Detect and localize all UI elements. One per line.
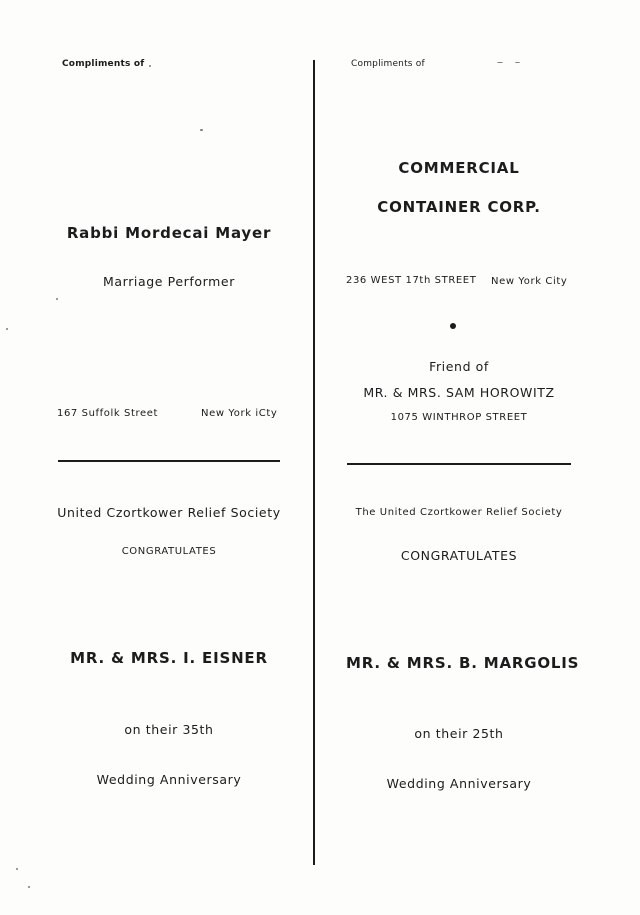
right-company-address: 236 WEST 17th STREET xyxy=(346,275,477,286)
paper-speck xyxy=(497,62,503,63)
left-couple-name: MR. & MRS. I. EISNER xyxy=(70,649,268,667)
right-anniversary-years: on their 25th xyxy=(414,726,504,741)
right-compliments-header: Compliments of xyxy=(351,59,425,69)
bullet-dot xyxy=(450,323,456,329)
center-divider xyxy=(313,60,315,865)
right-company-city: New York City xyxy=(491,276,568,287)
paper-speck xyxy=(6,328,8,330)
right-congratulates: CONGRATULATES xyxy=(400,548,518,563)
right-society-name: The United Czortkower Relief Society xyxy=(355,507,563,518)
right-couple-name: MR. & MRS. B. MARGOLIS xyxy=(346,654,580,672)
paper-speck xyxy=(200,129,203,131)
left-anniversary-years: on their 35th xyxy=(124,722,214,737)
paper-speck xyxy=(149,65,151,67)
left-ad-city: New York iCty xyxy=(201,408,278,419)
paper-speck xyxy=(515,62,520,63)
paper-speck xyxy=(28,886,30,888)
left-ad-title: Marriage Performer xyxy=(103,274,235,289)
left-ad-address: 167 Suffolk Street xyxy=(57,408,159,419)
left-anniversary-label: Wedding Anniversary xyxy=(96,772,242,787)
left-separator-rule xyxy=(58,460,280,462)
left-congratulates: CONGRATULATES xyxy=(121,546,217,557)
right-company-line1: COMMERCIAL xyxy=(398,159,520,177)
right-company-line2: CONTAINER CORP. xyxy=(377,198,541,216)
right-anniversary-label: Wedding Anniversary xyxy=(386,776,532,791)
right-friend-label: Friend of xyxy=(429,359,489,374)
right-friend-address: 1075 WINTHROP STREET xyxy=(390,412,528,423)
right-friend-name: MR. & MRS. SAM HOROWITZ xyxy=(363,385,555,400)
left-society-name: United Czortkower Relief Society xyxy=(57,505,281,520)
left-compliments-header: Compliments of xyxy=(62,59,145,69)
left-ad-name: Rabbi Mordecai Mayer xyxy=(66,224,272,242)
paper-speck xyxy=(16,868,18,870)
paper-speck xyxy=(56,298,58,300)
right-separator-rule xyxy=(347,463,571,465)
